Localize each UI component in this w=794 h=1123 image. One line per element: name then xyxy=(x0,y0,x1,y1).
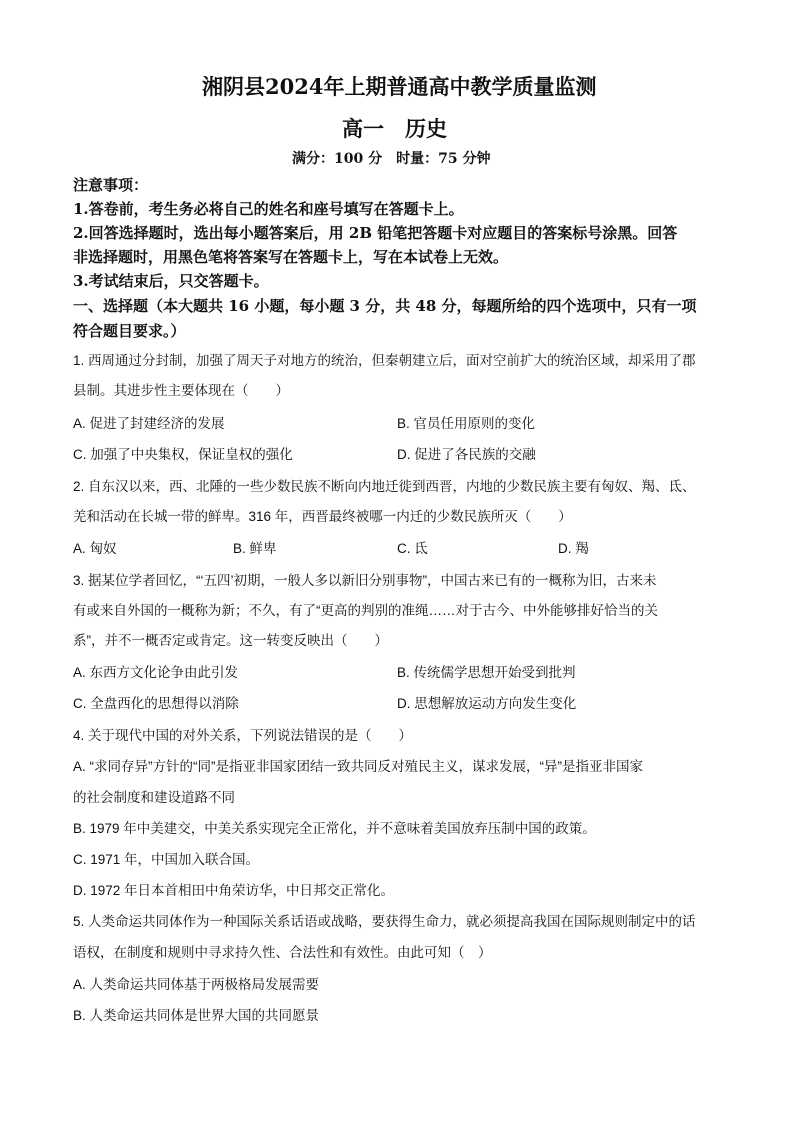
question-5-option-b: B. 人类命运共同体是世界大国的共同愿景 xyxy=(73,1008,320,1023)
subject-title: 高一 历史 xyxy=(342,116,447,141)
question-2-option-c: C. 氐 xyxy=(397,541,428,556)
section-heading-line-1: 一、选择题（本大题共 16 小题，每小题 3 分，共 48 分，每题所给的四个选项中，只有一项 xyxy=(73,297,697,315)
question-3-line-2: 有或来自外国的一概称为新；不久，有了“更高的判别的准绳……对于古今、中外能够排好恰当的关 xyxy=(73,603,658,618)
question-2-line-1: 2. 自东汉以来，西、北陲的一些少数民族不断向内地迁徙到西晋，内地的少数民族主要有匈奴、羯、氐、 xyxy=(73,479,696,494)
question-3-option-a: A. 东西方文化论争由此引发 xyxy=(73,665,239,680)
question-2-option-d: D. 羯 xyxy=(558,541,589,556)
question-4-option-b: B. 1979 年中美建交，中美关系实现完全正常化，并不意味着美国放弃压制中国的政策。 xyxy=(73,821,596,836)
exam-title: 湘阴县2024年上期普通高中教学质量监测 xyxy=(202,74,597,99)
question-1-option-a: A. 促进了封建经济的发展 xyxy=(73,416,225,431)
question-3-line-3: 系”，并不一概否定或肯定。这一转变反映出（ ） xyxy=(73,633,388,648)
notice-item-3: 3.考试结束后，只交答题卡。 xyxy=(73,272,269,290)
notice-item-2-line-2: 非选择题时，用黑色笔将答案写在答题卡上，写在本试卷上无效。 xyxy=(73,248,509,266)
question-4-line-1: 4. 关于现代中国的对外关系，下列说法错误的是（ ） xyxy=(73,728,413,743)
question-5-line-1: 5. 人类命运共同体作为一种国际关系话语或战略，要获得生命力，就必须提高我国在国际规则制定中的话 xyxy=(73,914,696,929)
question-3-option-b: B. 传统儒学思想开始受到批判 xyxy=(397,665,576,680)
question-4-option-c: C. 1971 年，中国加入联合国。 xyxy=(73,852,260,867)
question-5-option-a: A. 人类命运共同体基于两极格局发展需要 xyxy=(73,977,320,992)
question-2-option-b: B. 鲜卑 xyxy=(233,541,277,556)
question-1-option-c: C. 加强了中央集权，保证皇权的强化 xyxy=(73,447,293,462)
question-4-option-a-line-1: A. “求同存异”方针的“同”是指亚非国家团结一致共同反对殖民主义，谋求发展，“异”是指亚非国家 xyxy=(73,759,643,774)
question-3-option-c: C. 全盘西化的思想得以消除 xyxy=(73,696,239,711)
question-1-line-1: 1. 西周通过分封制，加强了周天子对地方的统治，但秦朝建立后，面对空前扩大的统治区域，却采用了郡 xyxy=(73,353,696,368)
question-1-option-d: D. 促进了各民族的交融 xyxy=(397,447,536,462)
question-4-option-a-line-2: 的社会制度和建设道路不同 xyxy=(73,790,235,805)
question-3-option-d: D. 思想解放运动方向发生变化 xyxy=(397,696,577,711)
question-1-line-2: 县制。其进步性主要体现在（ ） xyxy=(73,383,289,398)
exam-meta: 满分：100 分 时量：75 分钟 xyxy=(292,151,491,167)
notice-item-2-line-1: 2.回答选择题时，选出每小题答案后，用 2B 铅笔把答题卡对应题目的答案标号涂黑。回答 xyxy=(73,224,678,242)
question-5-line-2: 语权，在制度和规则中寻求持久性、合法性和有效性。由此可知（ ） xyxy=(73,945,492,960)
question-1-option-b: B. 官员任用原则的变化 xyxy=(397,416,536,431)
question-4-option-d: D. 1972 年日本首相田中角荣访华，中日邦交正常化。 xyxy=(73,883,395,898)
question-2-line-2: 羌和活动在长城一带的鲜卑。316 年，西晋最终被哪一内迁的少数民族所灭（ ） xyxy=(73,509,572,524)
section-heading-line-2: 符合题目要求。） xyxy=(73,322,186,340)
notice-item-1: 1.答卷前，考生务必将自己的姓名和座号填写在答题卡上。 xyxy=(73,200,464,218)
question-3-line-1: 3. 据某位学者回忆，“‘五四’初期，一般人多以新旧分别事物”，中国古来已有的一概称为旧，古来未 xyxy=(73,573,657,588)
notices-heading: 注意事项： xyxy=(73,176,149,194)
question-2-option-a: A. 匈奴 xyxy=(73,541,117,556)
